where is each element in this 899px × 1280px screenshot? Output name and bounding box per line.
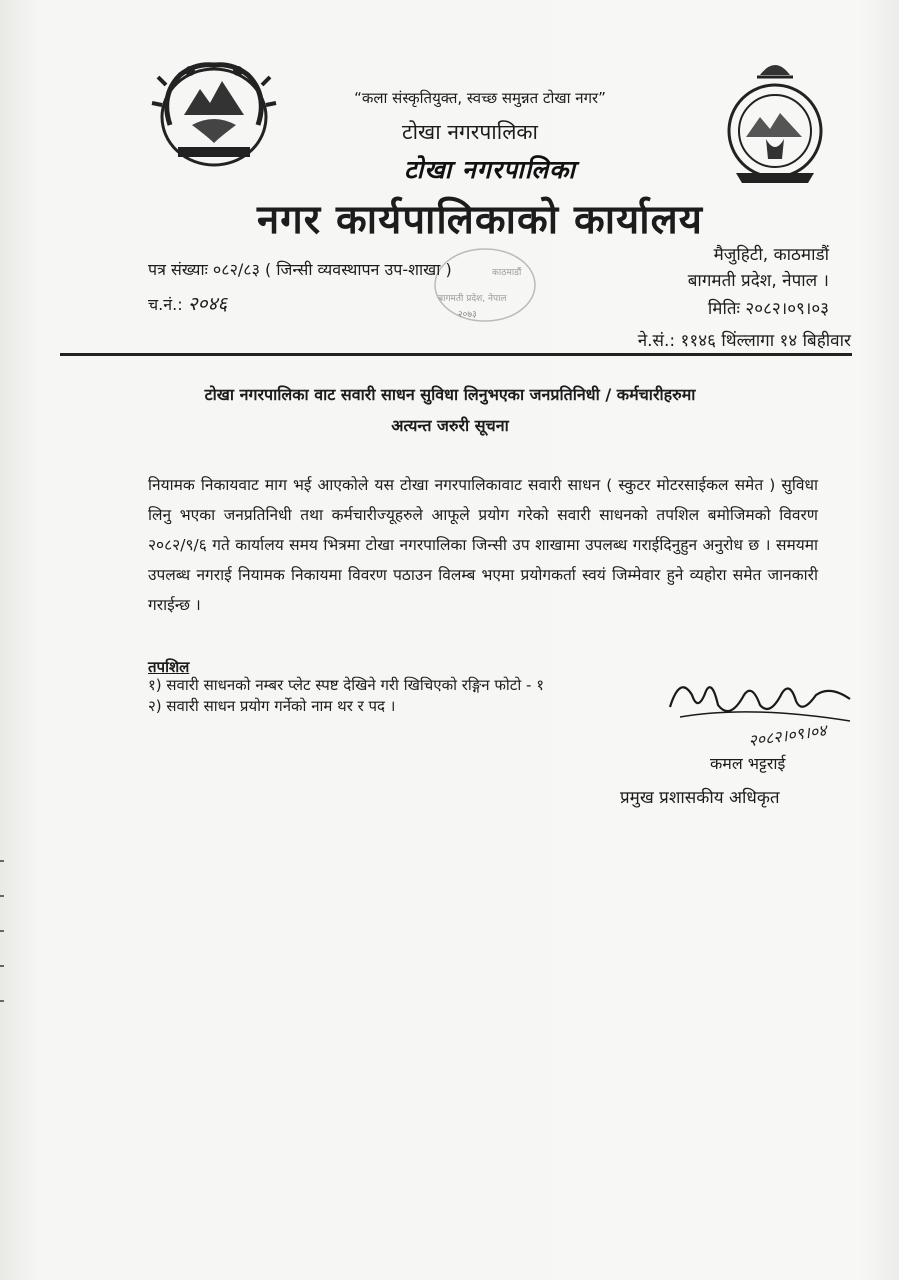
organization-name: टोखा नगरपालिका <box>402 120 538 144</box>
stamp-outline-icon <box>430 245 540 325</box>
ghost-stamp <box>430 245 540 325</box>
dispatch-number <box>148 290 227 316</box>
subject-line1: टोखा नगरपालिका वाट सवारी साधन सुविधा लिनुभएका जनप्रतिनिधी / कर्मचारीहरुमा <box>204 385 696 404</box>
dispatch-number-value: २०४६ <box>187 293 228 315</box>
nepal-emblem-icon <box>150 55 278 173</box>
letter-number: पत्र संख्याः ०८२/८३ ( जिन्सी व्यवस्थापन उप-शाखा ) <box>148 260 452 279</box>
ghost-stamp-line1: काठमाडौं <box>492 268 522 278</box>
signatory-title: प्रमुख प्रशासकीय अधिकृत <box>620 788 780 808</box>
nepal-sambat-date: ने.सं.: ११४६ थिंल्लागा १४ बिहीवार <box>637 331 851 351</box>
subject-line2: अत्यन्त जरुरी सूचना <box>391 416 509 435</box>
municipality-logo-icon <box>722 55 828 193</box>
signatory-name: कमल भट्टराई <box>710 754 786 773</box>
ghost-stamp-line2: बागमती प्रदेश, नेपाल <box>438 294 507 304</box>
ghost-stamp-line3: २०७३ <box>458 310 477 320</box>
margin-mark <box>0 860 4 862</box>
signature-date: २०८२।०९।०४ <box>747 720 828 751</box>
municipality-motto: “कला संस्कृतियुक्त, स्वच्छ समुन्नत टोखा नगर” <box>354 89 606 107</box>
details-heading: तपशिल <box>148 658 190 676</box>
header-divider <box>60 353 852 356</box>
office-name: नगर कार्यपालिकाको कार्यालय <box>257 197 703 243</box>
notice-body: नियामक निकायवाट माग भई आएकोले यस टोखा नगरपालिकावाट सवारी साधन ( स्कुटर मोटरसाईकल समेत ) सुविधा लिनु भएका जनप्रतिनिधी तथा कर्मचारीज्यूहरुले आफूले प्रयोग गरेको सवारी साधनको तपशिल बमोजिमको विवरण २०८२/९/६ गते कार्यालय समय भित्रमा टोखा नगरपालिका जिन्सी उप शाखामा उपलब्ध गराईदिनुहुन अनुरोध छ । समयमा उपलब्ध नगराई नियामक निकायमा विवरण पठाउन विलम्ब भएमा प्रयोगकर्ता स्वयं जिम्मेवार हुने व्यहोरा समेत जानकारी गराईन्छ । <box>148 476 818 614</box>
stamped-organization-name: टोखा नगरपालिका <box>404 155 576 184</box>
margin-mark <box>0 895 4 897</box>
margin-mark <box>0 1000 4 1002</box>
details-item-1: १) सवारी साधनको नम्बर प्लेट स्पष्ट देखिने गरी खिचिएको रङ्गिन फोटो - १ <box>148 676 544 694</box>
address-line2: बागमती प्रदेश, नेपाल । <box>687 271 829 291</box>
address-line1: मैजुहिटी, काठमाडौं <box>713 245 829 265</box>
margin-mark <box>0 965 4 967</box>
dispatch-number-label: च.नं.: <box>148 295 183 314</box>
letter-date: मितिः २०८२।०९।०३ <box>707 299 829 319</box>
margin-mark <box>0 930 4 932</box>
details-item-2: २) सवारी साधन प्रयोग गर्नेको नाम थर र पद । <box>148 697 396 715</box>
